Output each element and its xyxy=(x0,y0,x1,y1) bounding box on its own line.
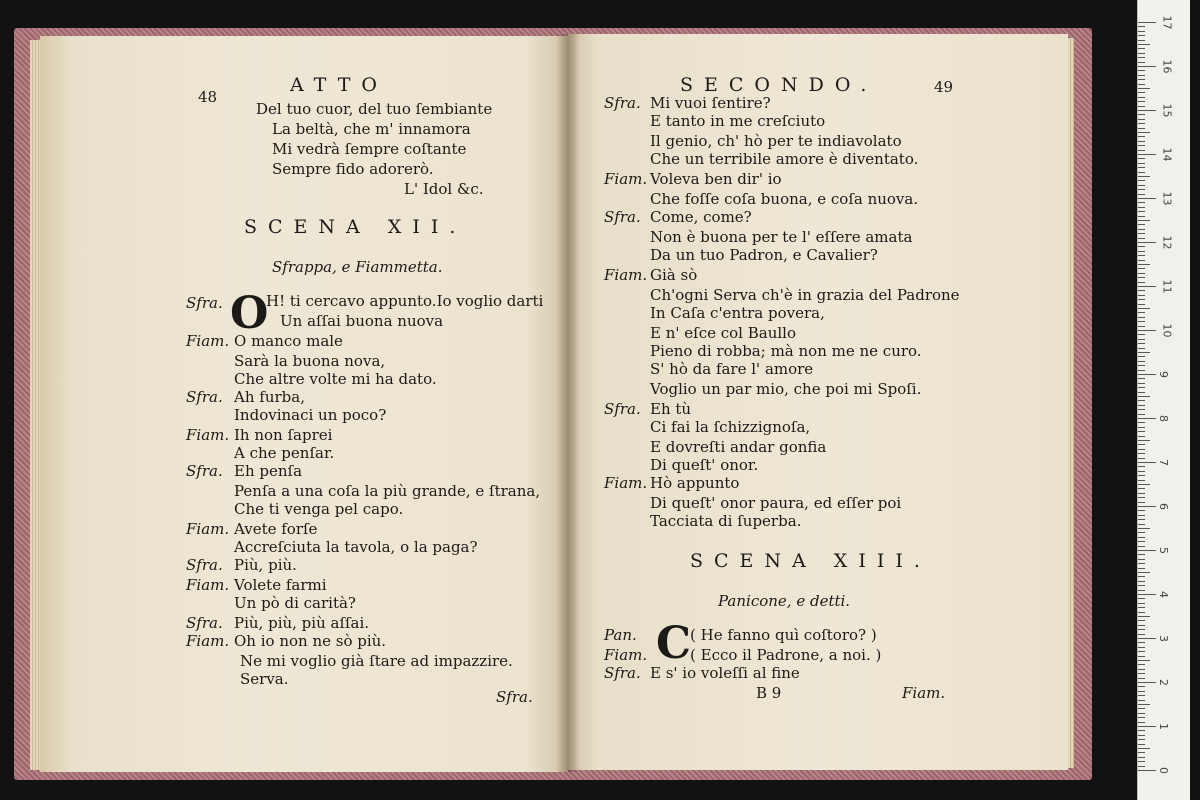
ruler-tick xyxy=(1138,770,1156,771)
ruler-tick xyxy=(1138,268,1145,269)
ruler-tick xyxy=(1138,493,1145,494)
ruler-tick xyxy=(1138,414,1145,415)
ruler-tick xyxy=(1138,57,1145,58)
ruler-number: 14 xyxy=(1160,147,1174,162)
dialogue-text: Hò appunto xyxy=(650,474,740,492)
ruler-tick xyxy=(1138,326,1145,327)
ruler-tick xyxy=(1138,603,1145,604)
dialogue-text: Non è buona per te l' eſſere amata xyxy=(650,228,913,246)
dialogue-text: E n' eſce col Baullo xyxy=(650,324,796,342)
ruler-tick xyxy=(1138,22,1156,23)
ruler-tick xyxy=(1138,343,1145,344)
speaker: Sfra. xyxy=(186,556,223,574)
ruler-tick xyxy=(1138,185,1145,186)
ruler-tick xyxy=(1138,361,1145,362)
speaker: Fiam. xyxy=(604,474,648,492)
ruler-tick xyxy=(1138,62,1145,63)
ruler-tick xyxy=(1138,695,1145,696)
ruler-number: 1 xyxy=(1157,723,1170,730)
dialogue-text: Un pò di carità? xyxy=(234,594,356,612)
ruler-number: 12 xyxy=(1160,235,1174,250)
dialogue-text: E tanto in me creſciuto xyxy=(650,112,826,130)
ruler-tick xyxy=(1138,44,1150,45)
ruler-tick xyxy=(1138,409,1145,410)
ruler-tick xyxy=(1138,488,1145,489)
ruler-tick xyxy=(1138,132,1150,133)
ruler-tick xyxy=(1138,594,1156,595)
ruler-tick xyxy=(1138,616,1150,617)
ruler-tick xyxy=(1138,70,1145,71)
ruler-tick xyxy=(1138,612,1145,613)
ruler-tick xyxy=(1138,378,1145,379)
ruler-tick xyxy=(1138,246,1145,247)
ruler-tick xyxy=(1138,550,1156,551)
catchword: Fiam. xyxy=(902,684,946,702)
ruler-tick xyxy=(1138,352,1150,353)
dialogue-text: Mi vuoi ſentire? xyxy=(650,94,771,112)
ruler-number: 9 xyxy=(1157,371,1170,378)
dialogue-text: ( Ecco il Padrone, a noi. ) xyxy=(690,646,882,664)
ruler-tick xyxy=(1138,462,1156,463)
dialogue-text: Voleva ben dir' io xyxy=(650,170,782,188)
dialogue-text: ( He fanno quì coſtoro? ) xyxy=(690,626,877,644)
ruler-tick xyxy=(1138,647,1145,648)
ruler-tick xyxy=(1138,141,1145,142)
ruler-number: 3 xyxy=(1157,635,1170,642)
dialogue-text: Voglio un par mio, che poi mi Spoſi. xyxy=(650,380,922,398)
speaker: Sfra. xyxy=(186,388,223,406)
ruler-tick xyxy=(1138,405,1145,406)
dialogue-text: Penſa a una coſa la più grande, e ſtrana, xyxy=(234,482,541,500)
dialogue-text: Che un terribile amore è diventato. xyxy=(650,150,919,168)
ruler-tick xyxy=(1138,220,1150,221)
ruler-tick xyxy=(1138,761,1145,762)
dialogue-text: Ah furba, xyxy=(234,388,305,406)
speaker: Sfra. xyxy=(604,664,641,682)
ruler-tick xyxy=(1138,308,1150,309)
ruler-tick xyxy=(1138,282,1145,283)
ruler-tick xyxy=(1138,251,1145,252)
ruler-tick xyxy=(1138,348,1145,349)
dialogue-text: S' hò da fare l' amore xyxy=(650,360,814,378)
ruler-tick xyxy=(1138,541,1145,542)
dialogue-text: Oh io non ne sò più. xyxy=(234,632,387,650)
ruler-tick xyxy=(1138,158,1145,159)
dialogue-text: E s' io voleſſi al fine xyxy=(650,664,800,682)
dialogue-text: Ne mi voglio già ſtare ad impazzire. xyxy=(240,652,513,670)
ruler-tick xyxy=(1138,436,1145,437)
ruler-tick xyxy=(1138,84,1145,85)
speaker: Fiam. xyxy=(186,632,230,650)
speaker: Fiam. xyxy=(186,426,230,444)
dialogue-text: O manco male xyxy=(234,332,343,350)
speaker: Fiam. xyxy=(186,576,230,594)
dialogue-text: Sarà la buona nova, xyxy=(234,352,386,370)
ruler-number: 17 xyxy=(1160,15,1174,30)
speaker: Sfra. xyxy=(604,94,641,112)
speaker: Sfra. xyxy=(186,614,223,632)
page-number: 49 xyxy=(934,78,954,96)
ruler-tick xyxy=(1138,515,1145,516)
ruler-tick xyxy=(1138,673,1145,674)
ruler-tick xyxy=(1138,524,1145,525)
running-head: SECONDO. xyxy=(680,74,878,96)
ruler-tick xyxy=(1138,264,1150,265)
ruler-number: 16 xyxy=(1160,59,1174,74)
dialogue-text: Di queſt' onor paura, ed eſſer poi xyxy=(650,494,902,512)
ruler-tick xyxy=(1138,546,1145,547)
speaker: Fiam. xyxy=(186,332,230,350)
signature-mark: B 9 xyxy=(756,684,782,702)
ruler-tick xyxy=(1138,686,1145,687)
ruler-tick xyxy=(1138,510,1145,511)
ruler-tick xyxy=(1138,453,1145,454)
ruler-tick xyxy=(1138,260,1145,261)
dialogue-text: Come, come? xyxy=(650,208,752,226)
ruler-tick xyxy=(1138,172,1145,173)
ruler-tick xyxy=(1138,242,1156,243)
ruler-tick xyxy=(1138,370,1145,371)
speaker: Sfra. xyxy=(186,462,223,480)
ruler-tick xyxy=(1138,480,1145,481)
ruler-tick xyxy=(1138,656,1145,657)
ruler-tick xyxy=(1138,700,1145,701)
ruler-tick xyxy=(1138,682,1156,683)
dialogue-text: Tacciata di ſuperba. xyxy=(650,512,802,530)
ruler-tick xyxy=(1138,53,1145,54)
dialogue-text: Di queſt' onor. xyxy=(650,456,759,474)
ruler-tick xyxy=(1138,101,1145,102)
ruler-tick xyxy=(1138,211,1145,212)
ruler-tick xyxy=(1138,739,1145,740)
verse-line: L' Idol &c. xyxy=(404,180,484,198)
ruler-tick xyxy=(1138,449,1145,450)
ruler-tick xyxy=(1138,691,1145,692)
verse-line: Del tuo cuor, del tuo ſembiante xyxy=(256,100,493,118)
ruler-tick xyxy=(1138,651,1145,652)
book-gutter xyxy=(556,34,580,772)
ruler-tick xyxy=(1138,537,1145,538)
ruler-tick xyxy=(1138,97,1145,98)
ruler-tick xyxy=(1138,704,1150,705)
ruler-tick xyxy=(1138,334,1145,335)
ruler-tick xyxy=(1138,735,1145,736)
ruler-tick xyxy=(1138,766,1145,767)
ruler-tick xyxy=(1138,216,1145,217)
ruler-tick xyxy=(1138,88,1150,89)
dialogue-text: Indovinaci un poco? xyxy=(234,406,387,424)
ruler-tick xyxy=(1138,576,1145,577)
verse-line: La beltà, che m' innamora xyxy=(272,120,471,138)
speaker: Fiam. xyxy=(604,266,648,284)
dialogue-text: Un aſſai buona nuova xyxy=(280,312,444,330)
dialogue-text: Più, più. xyxy=(234,556,297,574)
ruler-tick xyxy=(1138,136,1145,137)
speaker: Fiam. xyxy=(604,170,648,188)
ruler-tick xyxy=(1138,607,1145,608)
ruler-tick xyxy=(1138,233,1145,234)
ruler-number: 2 xyxy=(1157,679,1170,686)
ruler-tick xyxy=(1138,708,1145,709)
dialogue-text: Ih non ſaprei xyxy=(234,426,333,444)
ruler-tick xyxy=(1138,444,1145,445)
dialogue-text: E dovreſti andar gonfia xyxy=(650,438,827,456)
ruler-tick xyxy=(1138,581,1145,582)
ruler-tick xyxy=(1138,312,1145,313)
ruler-tick xyxy=(1138,123,1145,124)
ruler-tick xyxy=(1138,669,1145,670)
ruler-tick xyxy=(1138,717,1145,718)
right-page xyxy=(568,34,1068,770)
dialogue-text: Già sò xyxy=(650,266,698,284)
ruler-tick xyxy=(1138,598,1145,599)
ruler-tick xyxy=(1138,304,1145,305)
ruler-tick xyxy=(1138,664,1145,665)
ruler-tick xyxy=(1138,163,1145,164)
ruler-tick xyxy=(1138,339,1145,340)
speaker: Sfra. xyxy=(604,208,641,226)
ruler-tick xyxy=(1138,295,1145,296)
ruler-tick xyxy=(1138,365,1145,366)
ruler-tick xyxy=(1138,286,1156,287)
ruler-number: 6 xyxy=(1157,503,1170,510)
ruler-tick xyxy=(1138,726,1156,727)
ruler-tick xyxy=(1138,422,1145,423)
speaker: Pan. xyxy=(604,626,637,644)
verse-line: Mi vedrà ſempre coſtante xyxy=(272,140,467,158)
ruler-tick xyxy=(1138,519,1145,520)
ruler-tick xyxy=(1138,92,1145,93)
ruler-number: 5 xyxy=(1157,547,1170,554)
ruler-tick xyxy=(1138,475,1145,476)
ruler-tick xyxy=(1138,752,1145,753)
ruler-tick xyxy=(1138,40,1145,41)
dialogue-text: Pieno di robba; mà non me ne curo. xyxy=(650,342,922,360)
ruler-tick xyxy=(1138,730,1145,731)
ruler-tick xyxy=(1138,114,1145,115)
ruler-tick xyxy=(1138,458,1145,459)
ruler-tick xyxy=(1138,629,1145,630)
ruler-tick xyxy=(1138,317,1145,318)
ruler-tick xyxy=(1138,744,1145,745)
dialogue-text: H! ti cercavo appunto.Io voglio darti xyxy=(266,292,544,310)
ruler-number: 15 xyxy=(1160,103,1174,118)
ruler-tick xyxy=(1138,202,1145,203)
ruler-tick xyxy=(1138,528,1150,529)
ruler-tick xyxy=(1138,189,1145,190)
page-number: 48 xyxy=(198,88,218,106)
ruler-tick xyxy=(1138,207,1145,208)
ruler-tick xyxy=(1138,224,1145,225)
ruler-tick xyxy=(1138,638,1156,639)
speaker: Sfra. xyxy=(186,294,223,312)
verse-line: Sempre fido adorerò. xyxy=(272,160,434,178)
ruler-tick xyxy=(1138,497,1145,498)
ruler-tick xyxy=(1138,75,1145,76)
dialogue-text: Avete forſe xyxy=(234,520,318,538)
dialogue-text: Ch'ogni Serva ch'è in grazia del Padrone xyxy=(650,286,960,304)
scene-characters: Sfrappa, e Fiammetta. xyxy=(272,258,443,276)
ruler-tick xyxy=(1138,198,1156,199)
ruler-tick xyxy=(1138,484,1150,485)
ruler-tick xyxy=(1138,374,1156,375)
dialogue-text: Più, più, più aſſai. xyxy=(234,614,370,632)
ruler-tick xyxy=(1138,35,1145,36)
ruler-tick xyxy=(1138,154,1156,155)
ruler-tick xyxy=(1138,167,1145,168)
dialogue-text: Che ti venga pel capo. xyxy=(234,500,404,518)
drop-cap: C xyxy=(656,618,692,669)
ruler-tick xyxy=(1138,255,1145,256)
ruler-tick xyxy=(1138,106,1145,107)
ruler-tick xyxy=(1138,572,1150,573)
ruler-tick xyxy=(1138,31,1145,32)
ruler-tick xyxy=(1138,466,1145,467)
ruler-tick xyxy=(1138,392,1145,393)
ruler-tick xyxy=(1138,563,1145,564)
ruler-tick xyxy=(1138,625,1145,626)
ruler-tick xyxy=(1138,290,1145,291)
ruler-number: 7 xyxy=(1157,459,1170,466)
ruler-tick xyxy=(1138,713,1145,714)
ruler-tick xyxy=(1138,634,1145,635)
dialogue-text: Che altre volte mi ha dato. xyxy=(234,370,437,388)
ruler-number: 0 xyxy=(1157,767,1170,774)
ruler-number: 11 xyxy=(1160,279,1174,294)
ruler-tick xyxy=(1138,194,1145,195)
dialogue-text: Il genio, ch' hò per te indiavolato xyxy=(650,132,902,150)
ruler-tick xyxy=(1138,119,1145,120)
ruler-tick xyxy=(1138,150,1145,151)
ruler-tick xyxy=(1138,238,1145,239)
dialogue-text: Accreſciuta la tavola, o la paga? xyxy=(234,538,478,556)
ruler-tick xyxy=(1138,383,1145,384)
ruler-tick xyxy=(1138,79,1145,80)
ruler-tick xyxy=(1138,440,1150,441)
ruler-number: 13 xyxy=(1160,191,1174,206)
dialogue-text: Da un tuo Padron, e Cavalier? xyxy=(650,246,878,264)
scene-characters: Panicone, e detti. xyxy=(718,592,851,610)
running-head: ATTO xyxy=(290,74,388,96)
ruler-tick xyxy=(1138,66,1156,67)
ruler-tick xyxy=(1138,568,1145,569)
ruler-number: 8 xyxy=(1157,415,1170,422)
ruler-tick xyxy=(1138,748,1150,749)
ruler-tick xyxy=(1138,620,1145,621)
speaker: Fiam. xyxy=(186,520,230,538)
ruler-tick xyxy=(1138,427,1145,428)
ruler-tick xyxy=(1138,506,1156,507)
scene-title: SCENA XIII. xyxy=(690,550,931,572)
ruler-tick xyxy=(1138,418,1156,419)
measuring-ruler xyxy=(1137,0,1190,800)
speaker: Fiam. xyxy=(604,646,648,664)
ruler-number: 10 xyxy=(1160,323,1174,338)
dialogue-text: Serva. xyxy=(240,670,289,688)
ruler-tick xyxy=(1138,180,1145,181)
dialogue-text: Ci fai la ſchizzignoſa, xyxy=(650,418,811,436)
speaker: Sfra. xyxy=(604,400,641,418)
ruler-tick xyxy=(1138,110,1156,111)
ruler-tick xyxy=(1138,321,1145,322)
ruler-tick xyxy=(1138,642,1145,643)
ruler-tick xyxy=(1138,356,1145,357)
ruler-tick xyxy=(1138,299,1145,300)
ruler-tick xyxy=(1138,400,1145,401)
ruler-tick xyxy=(1138,330,1156,331)
dialogue-text: A che penſar. xyxy=(234,444,335,462)
ruler-tick xyxy=(1138,757,1145,758)
ruler-tick xyxy=(1138,590,1145,591)
catchword: Sfra. xyxy=(496,688,533,706)
scene-title: SCENA XII. xyxy=(244,216,467,238)
ruler-tick xyxy=(1138,722,1145,723)
ruler-tick xyxy=(1138,502,1145,503)
ruler-tick xyxy=(1138,145,1145,146)
ruler-tick xyxy=(1138,26,1145,27)
dialogue-text: Volete farmi xyxy=(234,576,327,594)
drop-cap: O xyxy=(230,288,269,339)
ruler-tick xyxy=(1138,229,1145,230)
ruler-tick xyxy=(1138,48,1145,49)
dialogue-text: Eh tù xyxy=(650,400,692,418)
dialogue-text: Che foſſe coſa buona, e coſa nuova. xyxy=(650,190,919,208)
ruler-tick xyxy=(1138,387,1145,388)
ruler-tick xyxy=(1138,396,1150,397)
left-page xyxy=(40,36,568,772)
ruler-tick xyxy=(1138,176,1150,177)
ruler-tick xyxy=(1138,585,1145,586)
ruler-tick xyxy=(1138,273,1145,274)
dialogue-text: In Caſa c'entra povera, xyxy=(650,304,825,322)
ruler-tick xyxy=(1138,532,1145,533)
ruler-tick xyxy=(1138,554,1145,555)
ruler-tick xyxy=(1138,277,1145,278)
ruler-tick xyxy=(1138,128,1145,129)
ruler-tick xyxy=(1138,660,1150,661)
ruler-tick xyxy=(1138,678,1145,679)
ruler-number: 4 xyxy=(1157,591,1170,598)
ruler-tick xyxy=(1138,471,1145,472)
dialogue-text: Eh penſa xyxy=(234,462,303,480)
ruler-tick xyxy=(1138,559,1145,560)
ruler-tick xyxy=(1138,431,1145,432)
